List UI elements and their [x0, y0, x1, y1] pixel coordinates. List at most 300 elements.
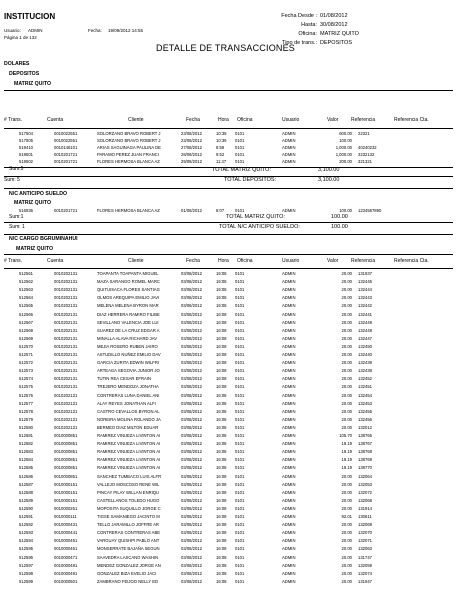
cell-oficina: 0101: [235, 327, 245, 333]
table-row: [0, 474, 457, 480]
cell-valor: 20.00: [341, 546, 352, 552]
cell-fecha: 03/08/2012: [181, 441, 202, 447]
cell-hora: 16:08: [216, 546, 227, 552]
cell-referencia: 132440: [358, 352, 372, 357]
table-row: [0, 498, 457, 504]
cell-hora: 16:08: [216, 481, 227, 487]
cell-trans: 512567: [19, 319, 33, 325]
cell-valor: 20.00: [341, 522, 352, 528]
cell-cuenta: 0010000251: [54, 505, 78, 511]
table-row: [0, 482, 457, 488]
cell-cuenta: 0010202131: [54, 368, 78, 374]
cell-cliente: MAZA SARANGO ROMEL MARC: [97, 279, 160, 285]
cell-cuenta: 0010202131: [54, 408, 78, 414]
column-header-fecha: Fecha: [186, 117, 200, 123]
cell-trans: 519501: [19, 151, 33, 157]
cell-hora: 16:08: [216, 295, 227, 301]
cell-usuario: ADMIN: [282, 433, 296, 438]
cell-cuenta: 0010000151: [54, 489, 78, 495]
cell-hora: 16:08: [216, 384, 227, 390]
cell-usuario: ADMIN: [282, 151, 296, 157]
depositos-type-total-label: TOTAL DEPOSITOS:: [224, 177, 277, 183]
cell-fecha: 03/08/2012: [181, 546, 202, 552]
cell-cuenta: 0010202131: [54, 319, 78, 325]
cell-trans: 512581: [19, 433, 33, 438]
cell-oficina: 0101: [235, 271, 245, 276]
cell-hora: 16:08: [216, 368, 227, 374]
cell-cliente: SANCHEZ TUMBACO LUIS ALFR: [97, 473, 162, 479]
table-row: [0, 514, 457, 520]
cell-hora: 16:08: [216, 489, 227, 495]
anticipo-office-total-label: TOTAL MATRIZ QUITO:: [226, 214, 285, 220]
cell-oficina: 0101: [235, 303, 245, 309]
cell-trans: 512588: [19, 489, 33, 495]
cell-trans: 512563: [19, 287, 33, 293]
cell-trans: 512576: [19, 392, 33, 398]
cell-referencia: 132053: [358, 481, 372, 487]
cell-trans: 512573: [19, 368, 33, 374]
cell-fecha: 03/08/2012: [181, 335, 202, 341]
table-row: [0, 538, 457, 544]
cell-cuenta: 0010000441: [54, 530, 78, 536]
cell-fecha: 03/08/2012: [181, 327, 202, 333]
cell-cuenta: 0010000851: [54, 465, 78, 471]
cell-hora: 16:08: [216, 562, 227, 568]
column-header-cuenta: Cuenta: [47, 117, 64, 123]
cell-cliente: MEJIA ROSERO RUBEN JAIRO: [97, 343, 158, 349]
cell-oficina: 0101: [235, 530, 245, 536]
table-row: [0, 417, 457, 423]
cell-cuenta: 0010000481: [54, 562, 78, 568]
cell-hora: 16:08: [216, 271, 227, 276]
anticipo-type-total-label: TOTAL N/C ANTICIPO SUELDO:: [219, 224, 300, 230]
cell-referencia: 3232132: [358, 151, 375, 157]
cell-usuario: ADMIN: [282, 400, 296, 406]
column-header-fecha: Fecha: [186, 258, 200, 264]
cell-valor: 20.00: [341, 481, 352, 487]
cell-trans: 516936: [19, 208, 33, 213]
cell-referencia: 132448: [358, 327, 372, 333]
cell-cuenta: 0010202131: [54, 311, 78, 317]
cell-fecha: 03/08/2012: [181, 376, 202, 382]
cell-valor: 100.00: [339, 137, 352, 143]
cell-trans: 512593: [19, 530, 33, 536]
cell-cuenta: 0010202131: [54, 271, 78, 276]
column-header-referencia: Referencia: [351, 258, 376, 264]
cell-hora: 16:08: [216, 335, 227, 341]
table-row: [0, 271, 457, 277]
date-from-value: 01/08/2012: [320, 13, 348, 19]
cell-cliente: SOLORZANO BRAVO ROBERT J: [97, 137, 161, 143]
cell-trans: 512566: [19, 311, 33, 317]
cell-cliente: BERMEO DIAZ MILTON EDUAR: [97, 424, 159, 430]
cell-fecha: 03/08/2012: [181, 400, 202, 406]
cell-oficina: 0101: [235, 311, 245, 317]
table-row: [0, 336, 457, 342]
cell-cuenta: 0010202131: [54, 416, 78, 422]
cell-hora: 16:08: [216, 352, 227, 357]
cell-cuenta: 0010000431: [54, 522, 78, 528]
cell-trans: 512594: [19, 538, 33, 544]
cell-cuenta: 0010000451: [54, 538, 78, 544]
cell-cliente: QUITUISACA FLORES SANTIAG: [97, 287, 160, 293]
column-header-hora: Hora: [218, 258, 229, 264]
cell-referencia: 132450: [358, 343, 372, 349]
cell-usuario: ADMIN: [282, 481, 296, 487]
cell-fecha: 23/08/2012: [181, 137, 202, 143]
cell-oficina: 0101: [235, 538, 245, 544]
anticipo-office-total-value: 100.00: [331, 214, 348, 220]
cell-referencia: 22321: [358, 131, 370, 136]
cell-cuenta: 0010202131: [54, 335, 78, 341]
cell-valor: 20.00: [341, 295, 352, 301]
table-row: [0, 303, 457, 309]
cell-cuenta: 0010202131: [54, 424, 78, 430]
cell-cuenta: 0010000471: [54, 554, 78, 560]
cell-cliente: DIAZ HERRERA RAMIRO FILIBE: [97, 311, 160, 317]
cell-cuenta: 0010000851: [54, 473, 78, 479]
cell-cliente: MINALLA ALAVA RICHARD JAV: [97, 335, 158, 341]
cell-oficina: 0101: [235, 360, 245, 366]
cell-valor: 20.00: [341, 311, 352, 317]
cell-oficina: 0101: [235, 554, 245, 560]
column-header-valor: Valor: [327, 258, 339, 264]
cell-valor: 1,000.00: [335, 144, 352, 150]
cell-oficina: 0101: [235, 457, 245, 463]
cell-valor: 20.00: [341, 343, 352, 349]
cell-hora: 8:07: [216, 208, 225, 213]
table-row: [0, 159, 457, 165]
cell-cliente: CASTRO CEVALLOS BYRON AL: [97, 408, 160, 414]
cell-trans: 512590: [19, 505, 33, 511]
cell-referencia: 132439: [358, 360, 372, 366]
cell-valor: 20.00: [341, 424, 352, 430]
cell-oficina: 0101: [235, 319, 245, 325]
table-row: [0, 393, 457, 399]
cell-fecha: 03/08/2012: [181, 554, 202, 560]
cell-referencia: 130611: [358, 514, 372, 519]
column-header-trans: # Trans.: [4, 258, 23, 264]
cell-oficina: 0101: [235, 408, 245, 414]
table-row: [0, 279, 457, 285]
cell-cuenta: 0010000491: [54, 570, 78, 576]
cell-valor: 100.00: [339, 208, 352, 213]
cell-referencia: 132012: [358, 424, 372, 430]
cell-cliente: CASTELLANOS TOLEDO HUGO: [97, 497, 160, 503]
cell-oficina: 0101: [235, 368, 245, 374]
cell-valor: 20.00: [341, 416, 352, 422]
cargo-header-top-rule: [4, 254, 453, 255]
cell-cliente: RAMIREZ VINUEZA LIVINTON AI: [97, 457, 161, 463]
cell-trans: 512569: [19, 335, 33, 341]
cell-trans: 512572: [19, 360, 33, 366]
cell-usuario: ADMIN: [282, 424, 296, 430]
cell-hora: 16:08: [216, 530, 227, 536]
cell-cliente: MONSERRATE BAJAÑA SEGUN: [97, 546, 160, 552]
cell-fecha: 03/08/2012: [181, 449, 202, 455]
cell-hora: 16:08: [216, 505, 227, 511]
cell-cuenta: 0010000151: [54, 481, 78, 487]
cell-oficina: 0101: [235, 546, 245, 552]
cell-trans: 512568: [19, 327, 33, 333]
cell-referencia: 132072: [358, 489, 372, 495]
cell-usuario: ADMIN: [282, 457, 296, 463]
cell-referencia: 132063: [358, 546, 372, 552]
cell-hora: 16:08: [216, 578, 227, 584]
cell-hora: 16:08: [216, 457, 227, 463]
cell-hora: 16:08: [216, 327, 227, 333]
table-row: [0, 352, 457, 358]
cell-trans: 512589: [19, 497, 33, 503]
cell-valor: 19.19: [341, 449, 352, 455]
cell-usuario: ADMIN: [282, 303, 296, 309]
cell-cuenta: 0010202131: [54, 392, 78, 398]
cell-fecha: 03/08/2012: [181, 497, 202, 503]
cell-referencia: 138768: [358, 449, 372, 455]
cell-trans: 512598: [19, 570, 33, 576]
cell-trans: 512580: [19, 424, 33, 430]
table-row: [0, 530, 457, 536]
cell-usuario: ADMIN: [282, 489, 296, 495]
cell-oficina: 0101: [235, 424, 245, 430]
cell-valor: 20.00: [341, 562, 352, 568]
section-office-anticipo: MATRIZ QUITO: [14, 200, 51, 206]
depositos-office-total-value: 3,100.00: [318, 167, 340, 173]
cell-hora: 16:08: [216, 287, 227, 293]
cell-usuario: ADMIN: [282, 360, 296, 366]
cell-cuenta: 0010000851: [54, 441, 78, 447]
office-label: Oficina:: [298, 31, 317, 37]
anticipo-sum-label: Sum:1: [9, 214, 24, 220]
cell-referencia: 132441: [358, 311, 372, 317]
cell-cliente: VALLEJO MOSCOSO RENE WIL: [97, 481, 160, 487]
cell-cliente: MELENA MELENA BYRON MAR: [97, 303, 159, 309]
table-row: [0, 579, 457, 585]
cell-hora: 16:08: [216, 416, 227, 422]
cell-fecha: 03/08/2012: [181, 311, 202, 317]
currency-heading: DOLARES: [4, 61, 30, 67]
cell-usuario: ADMIN: [282, 392, 296, 398]
cell-referencia: 1234567890: [358, 208, 382, 213]
table-row: [0, 449, 457, 455]
cell-trans: 512599: [19, 578, 33, 584]
cell-trans: 512570: [19, 343, 33, 349]
cell-fecha: 03/08/2012: [181, 473, 202, 479]
table-row: [0, 457, 457, 463]
cell-cliente: SUAREZ DE LA CRUZ EDGAR A: [97, 327, 160, 333]
column-header-oficina: Oficina: [237, 258, 253, 264]
table-row: [0, 138, 457, 144]
cell-valor: 20.00: [341, 530, 352, 536]
cell-hora: 16:08: [216, 514, 227, 519]
cell-oficina: 0101: [235, 473, 245, 479]
cell-valor: 20.00: [341, 408, 352, 414]
table-row: [0, 433, 457, 439]
cell-oficina: 0101: [235, 144, 245, 150]
cell-usuario: ADMIN: [282, 131, 296, 136]
cell-valor: 1,000.00: [335, 151, 352, 157]
cell-usuario: ADMIN: [282, 530, 296, 536]
cell-valor: 19.19: [341, 457, 352, 463]
cell-valor: 20.00: [341, 400, 352, 406]
cell-valor: 20.00: [341, 578, 352, 584]
cell-trans: 512596: [19, 554, 33, 560]
date-to-value: 30/08/2012: [320, 22, 348, 28]
cell-usuario: ADMIN: [282, 158, 296, 164]
cell-cliente: ALAY REYES JONATHAN ALFI: [97, 400, 156, 406]
cell-usuario: ADMIN: [282, 514, 296, 519]
cell-valor: 19.19: [341, 465, 352, 471]
cell-referencia: 138767: [358, 441, 372, 447]
cell-trans: 512582: [19, 441, 33, 447]
cell-valor: 20.00: [341, 303, 352, 309]
cell-usuario: ADMIN: [282, 327, 296, 333]
cell-usuario: ADMIN: [282, 144, 296, 150]
cell-hora: 16:08: [216, 311, 227, 317]
column-header-cliente: Cliente: [128, 117, 144, 123]
cell-referencia: 132442: [358, 303, 372, 309]
cell-oficina: 0101: [235, 449, 245, 455]
cell-cuenta: 0010000851: [54, 457, 78, 463]
cell-hora: 16:08: [216, 522, 227, 528]
cell-hora: 16:08: [216, 441, 227, 447]
cell-cuenta: 0010000461: [54, 546, 78, 552]
cell-valor: 20.00: [341, 327, 352, 333]
cell-referencia: 132070: [358, 530, 372, 536]
cell-fecha: 29/08/2012: [181, 158, 202, 164]
cell-valor: 20.00: [341, 505, 352, 511]
cell-referencia: 132064: [358, 473, 372, 479]
cargo-header-bottom-rule: [4, 268, 453, 269]
cell-fecha: 01/08/2012: [181, 208, 202, 213]
cell-usuario: ADMIN: [282, 449, 296, 455]
cell-fecha: 03/08/2012: [181, 295, 202, 301]
cell-referencia: 138770: [358, 465, 372, 471]
cell-hora: 16:08: [216, 538, 227, 544]
cell-valor: 20.00: [341, 360, 352, 366]
depositos-office-total-label: TOTAL MATRIZ QUITO:: [212, 167, 271, 173]
column-header-referencia: Referencia: [351, 117, 376, 123]
cell-fecha: 03/08/2012: [181, 514, 202, 519]
cell-usuario: ADMIN: [282, 311, 296, 317]
cell-cliente: TIGSE SAMANIEGO JACINTO M: [97, 514, 160, 519]
cell-usuario: ADMIN: [282, 570, 296, 576]
table-row: [0, 522, 457, 528]
cell-usuario: ADMIN: [282, 319, 296, 325]
cell-hora: 16:08: [216, 400, 227, 406]
cell-oficina: 0101: [235, 279, 245, 285]
cell-cuenta: 0010202131: [54, 327, 78, 333]
cell-usuario: ADMIN: [282, 522, 296, 528]
cell-cuenta: 0010202131: [54, 303, 78, 309]
trans-type-label: Tipo de trans.:: [282, 40, 317, 46]
cell-referencia: 132445: [358, 279, 372, 285]
cell-usuario: ADMIN: [282, 554, 296, 560]
cell-usuario: ADMIN: [282, 408, 296, 414]
cell-oficina: 0101: [235, 384, 245, 390]
cell-valor: 200.00: [339, 158, 352, 164]
cell-valor: 20.00: [341, 489, 352, 495]
cell-hora: 16:08: [216, 424, 227, 430]
cell-trans: 512586: [19, 473, 33, 479]
cell-trans: 512575: [19, 384, 33, 390]
cell-trans: 517505: [19, 137, 33, 143]
column-header-cliente: Cliente: [128, 258, 144, 264]
cell-referencia: 131937: [358, 271, 372, 276]
cell-valor: 20.00: [341, 279, 352, 285]
cell-oficina: 0101: [235, 376, 245, 382]
column-header-usuario: Usuario: [282, 258, 300, 264]
cell-hora: 9:52: [216, 151, 225, 157]
cell-cuenta: 0010202131: [54, 360, 78, 366]
cell-cuenta: 0010201721: [54, 158, 78, 164]
cell-cuenta: 0010000851: [54, 449, 78, 455]
cell-trans: 512584: [19, 457, 33, 463]
cell-valor: 20.00: [341, 497, 352, 503]
cell-oficina: 0101: [235, 392, 245, 398]
cell-oficina: 0101: [235, 335, 245, 341]
cell-fecha: 03/08/2012: [181, 505, 202, 511]
table-row: [0, 312, 457, 318]
cell-fecha: 03/08/2012: [181, 570, 202, 576]
cell-trans: 512578: [19, 408, 33, 414]
cell-fecha: 03/08/2012: [181, 578, 202, 584]
table-row: [0, 409, 457, 415]
user-label: Usuario:: [4, 28, 21, 33]
cell-cliente: MOPOSITA SUQUILLO JORGE C: [97, 505, 161, 511]
cell-trans: 512577: [19, 400, 33, 406]
cell-usuario: ADMIN: [282, 562, 296, 568]
cell-hora: 16:08: [216, 497, 227, 503]
cell-cuenta: 0010000851: [54, 433, 78, 438]
cell-oficina: 0101: [235, 578, 245, 584]
cell-valor: 20.00: [341, 392, 352, 398]
cell-hora: 16:08: [216, 473, 227, 479]
cell-valor: 20.00: [341, 570, 352, 576]
cell-cliente: CONTRERAS LUNA DANIEL ANI: [97, 392, 160, 398]
cell-cliente: CONTRERAS CONTRERAS ABE: [97, 530, 161, 536]
table-row: [0, 295, 457, 301]
cell-cliente: GARCIA ZURITA EDWIN WILFRI: [97, 360, 160, 366]
cell-oficina: 0101: [235, 514, 245, 519]
cell-referencia: 321321: [358, 158, 372, 164]
cell-hora: 16:08: [216, 343, 227, 349]
cell-oficina: 0101: [235, 158, 245, 164]
table-row: [0, 152, 457, 158]
table-row: [0, 344, 457, 350]
table-row: [0, 320, 457, 326]
date-label: Fecha:: [88, 28, 102, 33]
cell-cuenta: 0010202131: [54, 400, 78, 406]
cell-oficina: 0101: [235, 505, 245, 511]
cell-valor: 20.00: [341, 538, 352, 544]
cell-valor: 20.00: [341, 376, 352, 382]
cell-trans: 512583: [19, 449, 33, 455]
cell-cuenta: 0010201721: [54, 151, 78, 157]
table-row: [0, 360, 457, 366]
cell-usuario: ADMIN: [282, 279, 296, 285]
date-value: 19/09/2012 14:55: [108, 28, 144, 33]
cell-fecha: 03/08/2012: [181, 522, 202, 528]
cell-oficina: 0101: [235, 522, 245, 528]
section-type-cargo: N/C CARGO BGRUMINAHUI: [9, 236, 78, 242]
cell-hora: 16:08: [216, 449, 227, 455]
cell-cliente: OLMOS AREQUIPA EMILIO JAVI: [97, 295, 160, 301]
anticipo-type-total-value: 100.00: [331, 224, 348, 230]
cell-cliente: ZAMBRANO FEIJOO NELLY ED: [97, 578, 159, 584]
column-header-valor: Valor: [327, 117, 339, 123]
cell-referencia: 132071: [358, 538, 372, 544]
